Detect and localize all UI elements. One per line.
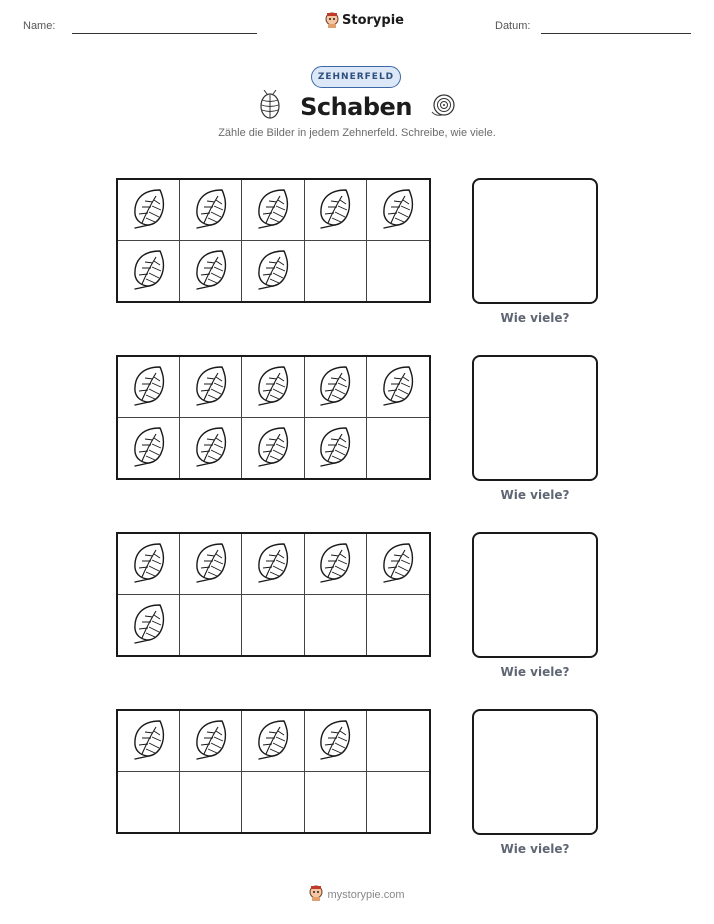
leaf-icon (254, 364, 292, 410)
ten-frame-cell (242, 534, 304, 595)
answer-box[interactable] (472, 709, 598, 835)
leaf-icon (316, 541, 354, 587)
ten-frame-cell (305, 772, 367, 833)
ten-frame-cell (180, 772, 242, 833)
leaf-icon (130, 602, 168, 648)
ten-frame-cell (367, 772, 429, 833)
ten-frame-cell (180, 180, 242, 241)
ten-frame (116, 532, 431, 657)
ten-frame-cell (367, 180, 429, 241)
ten-frame-cell (180, 711, 242, 772)
leaf-icon (316, 187, 354, 233)
leaf-icon (192, 718, 230, 764)
leaf-icon (130, 425, 168, 471)
ten-frame-cell (118, 180, 180, 241)
answer-box[interactable] (472, 178, 598, 304)
answer-label: Wie viele? (500, 665, 570, 679)
leaf-icon (254, 718, 292, 764)
ten-frame-cell (242, 418, 304, 479)
ten-frame-cell (118, 534, 180, 595)
ten-frame-cell (305, 180, 367, 241)
snail-shell-icon (430, 92, 456, 122)
ten-frame-cell (367, 241, 429, 302)
ten-frame-cell (118, 711, 180, 772)
ten-frame-cell (367, 711, 429, 772)
instructions: Zähle die Bilder in jedem Zehnerfeld. Schreibe, wie viele. (218, 127, 496, 139)
leaf-icon (316, 364, 354, 410)
ten-frame-cell (180, 418, 242, 479)
date-line[interactable] (541, 33, 691, 34)
answer-label: Wie viele? (500, 842, 570, 856)
ten-frame-cell (180, 595, 242, 656)
leaf-icon (192, 425, 230, 471)
leaf-icon (192, 364, 230, 410)
leaf-icon (130, 364, 168, 410)
ten-frame-cell (180, 534, 242, 595)
ten-frame (116, 709, 431, 834)
ten-frame-cell (305, 241, 367, 302)
answer-label: Wie viele? (500, 311, 570, 325)
ten-frame-cell (118, 418, 180, 479)
ten-frame-cell (242, 241, 304, 302)
leaf-icon (316, 718, 354, 764)
answer-box[interactable] (472, 355, 598, 481)
ten-frame-cell (242, 357, 304, 418)
brand-name: Storypie (342, 12, 404, 28)
leaf-icon (130, 718, 168, 764)
ten-frame-cell (242, 772, 304, 833)
leaf-icon (316, 425, 354, 471)
name-label: Name: (23, 20, 56, 32)
ten-frame-cell (180, 357, 242, 418)
leaf-icon (254, 425, 292, 471)
leaf-icon (379, 364, 417, 410)
name-line[interactable] (72, 33, 257, 34)
ten-frame-cell (305, 418, 367, 479)
leaf-icon (254, 248, 292, 294)
ten-frame-cell (367, 357, 429, 418)
leaf-icon (379, 541, 417, 587)
ten-frame-cell (118, 595, 180, 656)
leaf-icon (192, 541, 230, 587)
ten-frame-cell (118, 772, 180, 833)
leaf-icon (254, 187, 292, 233)
storypie-logo-icon (325, 12, 339, 28)
leaf-icon (130, 541, 168, 587)
ten-frame-cell (242, 595, 304, 656)
leaf-icon (192, 248, 230, 294)
storypie-logo-icon (309, 885, 323, 904)
ten-frame-cell (242, 711, 304, 772)
cockroach-icon (258, 90, 282, 124)
ten-frame (116, 178, 431, 303)
date-label: Datum: (495, 20, 531, 32)
page-title: Schaben (300, 93, 412, 121)
ten-frame-cell (118, 357, 180, 418)
leaf-icon (254, 541, 292, 587)
leaf-icon (379, 187, 417, 233)
ten-frame-cell (367, 595, 429, 656)
brand (325, 12, 404, 28)
ten-frame-cell (305, 595, 367, 656)
ten-frame-cell (180, 241, 242, 302)
ten-frame-cell (118, 241, 180, 302)
answer-box[interactable] (472, 532, 598, 658)
ten-frame-cell (305, 711, 367, 772)
ten-frame-cell (367, 418, 429, 479)
ten-frame-cell (367, 534, 429, 595)
ten-frame (116, 355, 431, 480)
footer-url[interactable]: mystorypie.com (327, 888, 405, 901)
leaf-icon (130, 187, 168, 233)
footer (0, 885, 714, 904)
ten-frame-cell (305, 357, 367, 418)
topic-badge: ZEHNERFELD (311, 66, 401, 88)
leaf-icon (192, 187, 230, 233)
ten-frame-cell (305, 534, 367, 595)
leaf-icon (130, 248, 168, 294)
ten-frame-cell (242, 180, 304, 241)
answer-label: Wie viele? (500, 488, 570, 502)
